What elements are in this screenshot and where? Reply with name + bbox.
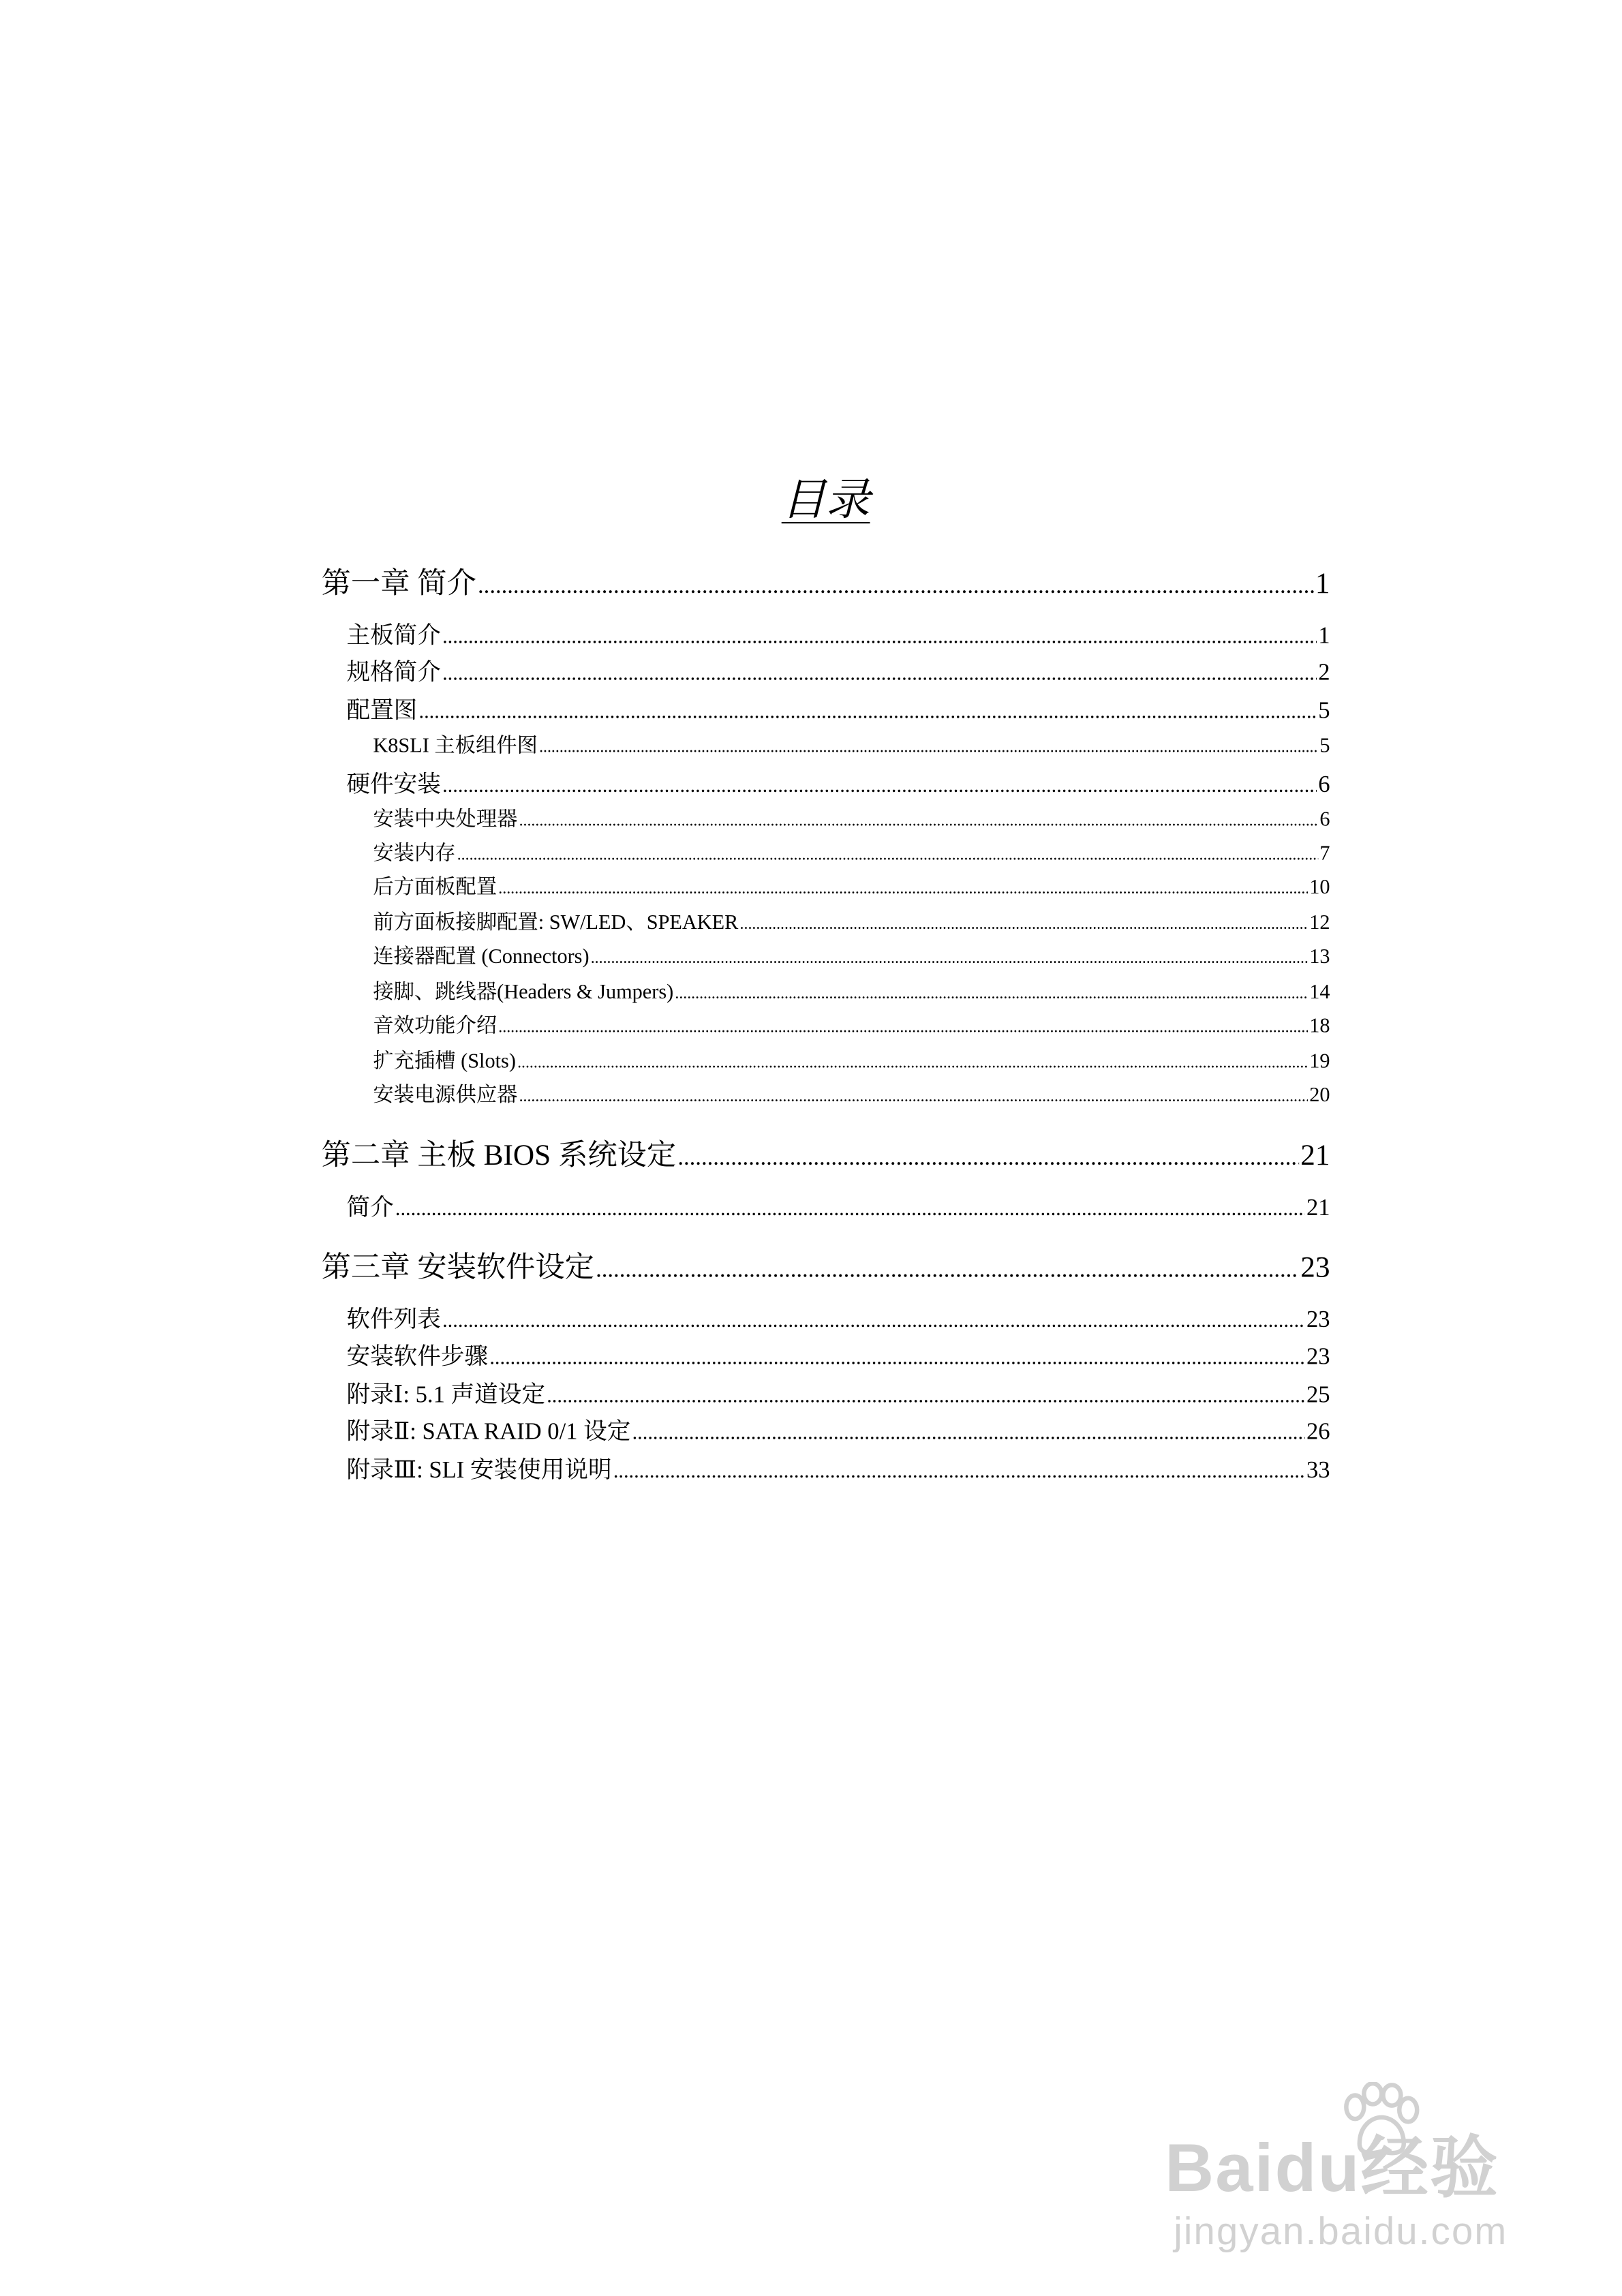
toc-entry-label: 前方面板接脚配置: SW/LED、SPEAKER — [373, 913, 739, 935]
toc-entry — [373, 838, 1330, 867]
leader-dots — [591, 947, 1308, 970]
leader-dots — [442, 1308, 1305, 1334]
toc-entry — [346, 1337, 1330, 1371]
leader-dots — [677, 1139, 1299, 1174]
toc-entry-page: 7 — [1319, 843, 1330, 866]
leader-dots — [675, 982, 1308, 1006]
toc-entry — [373, 907, 1330, 936]
leader-dots — [596, 1252, 1299, 1286]
toc-entry-page: 23 — [1306, 1308, 1330, 1333]
leader-dots — [498, 1016, 1308, 1040]
toc-entry-page: 19 — [1309, 1051, 1330, 1074]
toc-entry-label: 安装内存 — [373, 843, 456, 866]
toc-entry-page: 20 — [1309, 1085, 1330, 1107]
baidu-jingyan-watermark — [1165, 2082, 1548, 2274]
watermark-url-text: jingyan.baidu.com — [1174, 2209, 1508, 2253]
leader-dots — [489, 1345, 1304, 1371]
leader-dots — [517, 1052, 1308, 1075]
toc-entry-label: 连接器配置 (Connectors) — [373, 947, 590, 969]
toc-entry-chapter-2 — [322, 1131, 1330, 1174]
watermark-logo-text: Baidu经验 — [1165, 2129, 1499, 2206]
toc-entry — [373, 976, 1330, 1005]
toc-entry-page: 13 — [1309, 947, 1330, 969]
toc-entry-page: 25 — [1306, 1383, 1330, 1409]
toc-entry-label: K8SLI 主板组件图 — [373, 735, 538, 759]
toc-entry-label: 软件列表 — [346, 1308, 441, 1333]
toc-entry-page: 21 — [1300, 1139, 1330, 1173]
toc-entry-label: 第三章 安装软件设定 — [321, 1251, 594, 1285]
toc-entry-page: 2 — [1318, 660, 1330, 686]
toc-entry-label: 附录Ⅲ: SLI 安装使用说明 — [346, 1458, 612, 1484]
toc-entry-page: 5 — [1319, 735, 1330, 759]
toc-entry-page: 6 — [1318, 772, 1330, 798]
leader-dots — [478, 568, 1314, 602]
toc-entry-label: 主板简介 — [346, 624, 441, 649]
toc-entry — [346, 1413, 1330, 1447]
toc-entry-label: 安装电源供应器 — [373, 1085, 518, 1107]
leader-dots — [613, 1458, 1305, 1485]
toc-entry-label: 规格简介 — [346, 660, 441, 686]
toc-entry — [346, 1376, 1330, 1410]
toc-entry — [373, 872, 1330, 901]
toc-entry-page: 23 — [1306, 1345, 1330, 1370]
toc-entry — [373, 1080, 1330, 1109]
toc-entry — [373, 1010, 1330, 1039]
toc-entry-label: 安装软件步骤 — [346, 1345, 489, 1370]
toc-entry-page: 23 — [1300, 1251, 1330, 1285]
toc-entry-page: 6 — [1319, 809, 1330, 832]
toc-entry-label: 音效功能介绍 — [373, 1015, 498, 1039]
toc-entry-label: 简介 — [346, 1195, 394, 1221]
leader-dots — [457, 844, 1319, 868]
toc-entry — [373, 940, 1330, 970]
toc-entry — [346, 1189, 1330, 1223]
toc-entry-page: 12 — [1309, 913, 1330, 935]
toc-entry — [346, 616, 1330, 650]
toc-entry-chapter-3 — [322, 1243, 1330, 1286]
leader-dots — [632, 1420, 1305, 1447]
toc-entry-label: 扩充插槽 (Slots) — [373, 1051, 516, 1074]
toc-entry-label: 附录Ⅰ: 5.1 声道设定 — [346, 1383, 546, 1409]
toc-entry-page: 14 — [1309, 981, 1330, 1005]
toc-entry — [346, 765, 1330, 799]
leader-dots — [442, 660, 1317, 687]
toc-entry — [346, 1300, 1330, 1334]
leader-dots — [498, 877, 1308, 901]
toc-entry-label: 附录Ⅱ: SATA RAID 0/1 设定 — [346, 1420, 631, 1445]
toc-entry-page: 1 — [1315, 567, 1330, 600]
toc-entry — [346, 1451, 1330, 1485]
toc-entry-page: 1 — [1318, 624, 1330, 649]
leader-dots — [418, 699, 1317, 726]
toc-entry-label: 第一章 简介 — [321, 567, 476, 600]
leader-dots — [539, 736, 1318, 760]
toc-entry-label: 接脚、跳线器(Headers & Jumpers) — [373, 981, 674, 1005]
leader-dots — [519, 810, 1319, 833]
leader-dots — [395, 1196, 1305, 1223]
leader-dots — [442, 624, 1317, 650]
toc-entry-label: 第二章 主板 BIOS 系统设定 — [321, 1139, 677, 1173]
toc-entry-label: 后方面板配置 — [373, 877, 498, 900]
toc-entry-page: 18 — [1309, 1015, 1330, 1039]
toc-entry-page: 33 — [1306, 1458, 1330, 1484]
leader-dots — [519, 1085, 1309, 1109]
toc-entry — [346, 692, 1330, 726]
toc-entry — [346, 653, 1330, 687]
toc-entry — [373, 803, 1330, 833]
leader-dots — [442, 773, 1317, 799]
leader-dots — [740, 913, 1309, 936]
toc-title: 目录 — [781, 476, 870, 525]
toc-entry-page: 10 — [1309, 877, 1330, 900]
toc-entry — [373, 730, 1330, 759]
toc-entry-page: 5 — [1318, 699, 1330, 724]
toc-entry — [373, 1045, 1330, 1075]
toc-entry-label: 硬件安装 — [346, 772, 441, 798]
toc-entry-page: 26 — [1306, 1420, 1330, 1445]
toc-entry-chapter-1 — [322, 559, 1330, 602]
toc-entry-label: 配置图 — [346, 699, 418, 724]
toc-entry-page: 21 — [1306, 1195, 1330, 1221]
leader-dots — [547, 1383, 1305, 1409]
toc-entry-label: 安装中央处理器 — [373, 809, 518, 832]
